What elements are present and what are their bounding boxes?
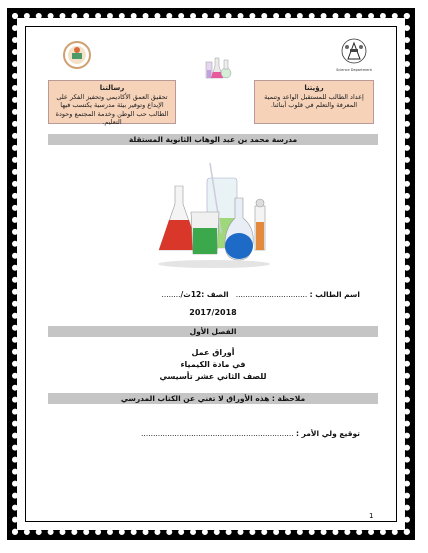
mission-text: تحقيق العمق الأكاديمي وتحفيز الفكر على الإبداع وتوفير بيئة مدرسية يكتسب فيها الطالب حب الوطن وخدمة المجتمع وحودة التعليم.: [55, 93, 169, 126]
mission-box: [48, 80, 176, 124]
student-name-label: اسم الطالب :: [309, 290, 360, 299]
vision-title: رؤيتنا: [304, 84, 324, 92]
worksheet-subject: في مادة الكيمياء: [180, 360, 246, 369]
academic-year: 2017/2018: [189, 308, 237, 317]
school-name: مدرسة محمد بن عبد الوهاب الثانوية المستقلة: [128, 135, 298, 144]
class-label: الصف :12ث/: [180, 290, 229, 299]
term-label: الفصل الأول: [189, 327, 237, 336]
school-emblem: [62, 40, 92, 70]
note-bar: [48, 393, 378, 404]
worksheet-title: أوراق عمل: [191, 348, 235, 357]
science-department-logo: [336, 37, 372, 79]
vision-text: إعداد الطالب للمستقبل الواعد وتنمية المعرفة والتعلم في قلوب أبنائنا.: [264, 93, 364, 110]
guardian-signature-line: [141, 429, 360, 438]
logo-caption: Science Department: [336, 68, 372, 72]
mission-title: رسالتنا: [99, 84, 125, 92]
student-name-field[interactable]: ..............................: [235, 290, 308, 299]
lab-glassware-image: [155, 158, 273, 270]
note-text: ملاحظة : هذه الأوراق لا تغني عن الكتاب المدرسي: [120, 394, 306, 403]
guardian-signature-label: توقيع ولي الأمر :: [296, 429, 360, 438]
guardian-signature-field[interactable]: ................................................................: [141, 429, 294, 438]
page-number: 1: [369, 512, 374, 520]
term-bar: [48, 326, 378, 337]
worksheet-grade: للصف الثاني عشر تأسيسي: [159, 372, 267, 381]
vision-box: [254, 80, 374, 124]
student-info-line: [161, 290, 360, 299]
class-field[interactable]: ........: [161, 290, 181, 299]
school-name-bar: [48, 134, 378, 145]
small-flasks-image: [202, 52, 232, 80]
